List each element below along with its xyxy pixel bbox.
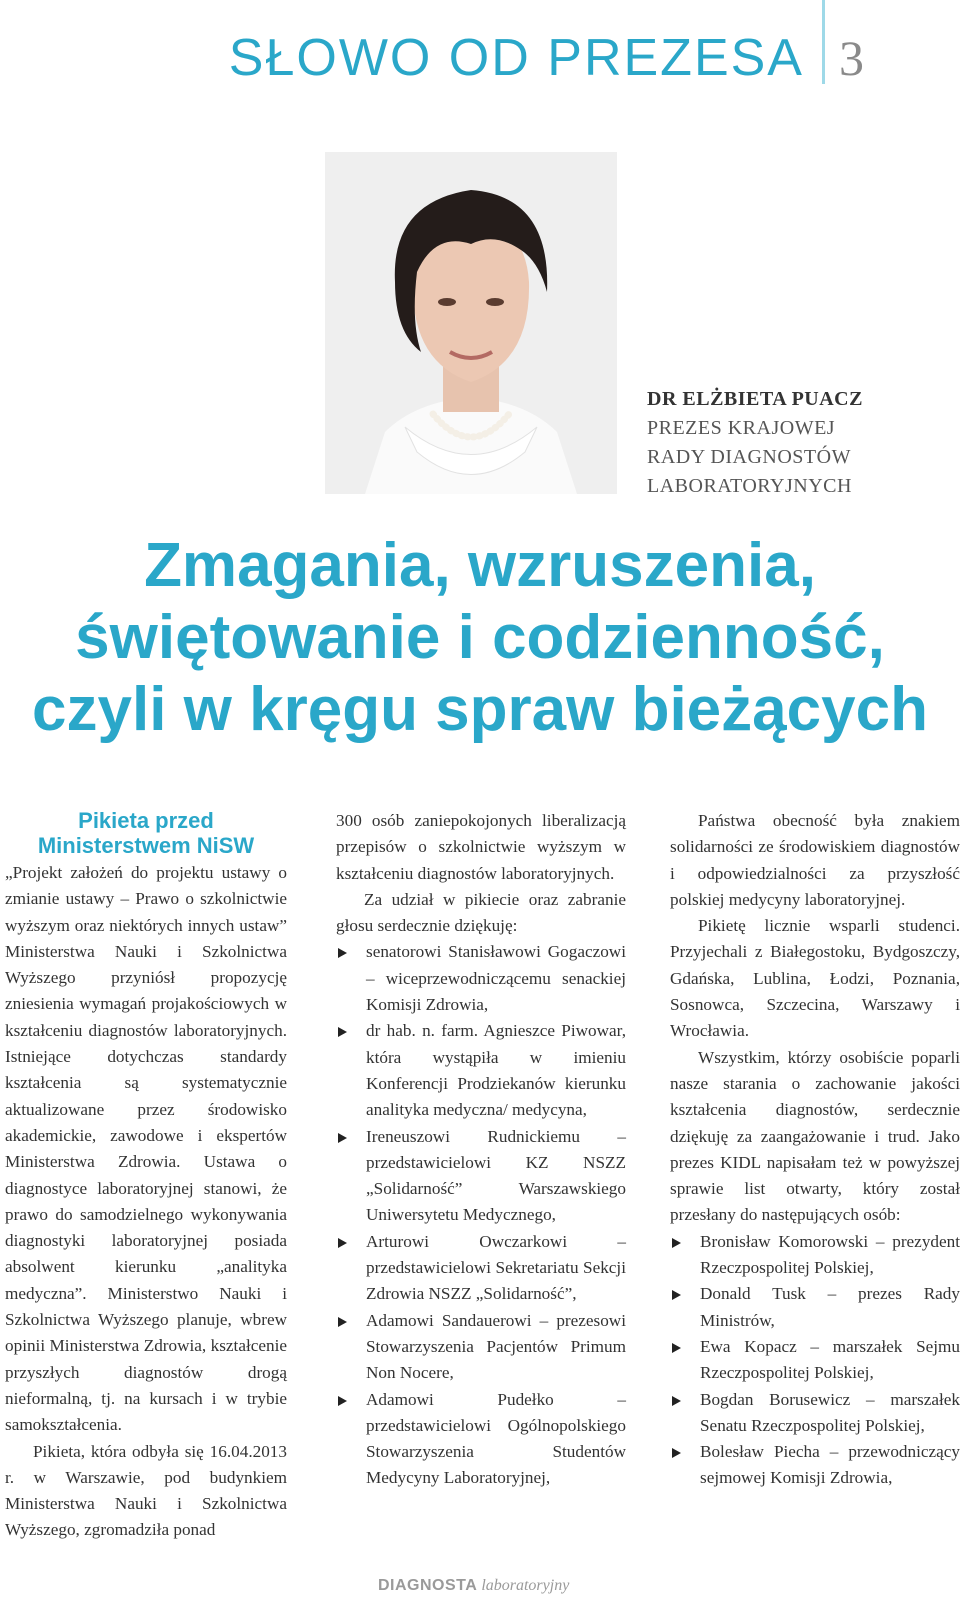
list-item-text: Bronisław Komorowski – prezydent Rzeczpospolitej Polskiej, [700, 1231, 960, 1278]
page-number: 3 [839, 30, 864, 86]
bullet-triangle-icon [672, 1396, 681, 1406]
bullet-triangle-icon [672, 1343, 681, 1353]
list-item-text: Adamowi Pudełko – przedstawicielowi Ogólnopolskiego Stowarzyszenia Studentów Medycyny Laboratoryjnej, [366, 1389, 626, 1488]
paragraph: Państwa obecność była znakiem solidarności ze środowiskiem diagnostów i odpowiedzialności za przyszłość polskiej medycyny laboratoryjnej. [670, 811, 960, 909]
list-item-text: senatorowi Stanisławowi Gogaczowi – wiceprzewodniczącemu senackiej Komisji Zdrowia, [366, 942, 626, 1015]
footer-brand: DIAGNOSTA [378, 1577, 478, 1594]
column-heading-line: Pikieta przed [78, 808, 214, 833]
list-item [336, 1124, 626, 1229]
list-item [670, 1387, 960, 1440]
bullet-triangle-icon [338, 1317, 347, 1327]
article-headline [0, 530, 960, 746]
paragraph: Pikieta, która odbyła się 16.04.2013 r. w Warszawie, pod budynkiem Ministerstwa Nauki i Szkolnictwa Wyższego, zgromadziła ponad [5, 1441, 287, 1540]
author-role-line: RADY DIAGNOSTÓW [647, 446, 851, 468]
list-item-text: Ireneuszowi Rudnickiemu – przedstawicielowi KZ NSZZ „Solidarność” Warszawskiego Uniwersytetu Medycznego, [366, 1126, 626, 1225]
column-heading [5, 808, 287, 858]
bullet-triangle-icon [672, 1448, 681, 1458]
list-item-text: Bogdan Borusewicz – marszałek Senatu Rzeczpospolitej Polskiej, [700, 1389, 960, 1435]
column-2 [336, 808, 626, 1492]
list-item [670, 1229, 960, 1282]
author-name: DR ELŻBIETA PUACZ [647, 388, 863, 410]
thanks-list [336, 939, 626, 1491]
list-item [336, 1308, 626, 1387]
headline-line: świętowanie i codzienność, [75, 603, 885, 672]
list-item-text: Ewa Kopacz – marszałek Sejmu Rzeczpospolitej Polskiej, [700, 1336, 960, 1383]
list-item [336, 939, 626, 1018]
list-item [336, 1229, 626, 1308]
section-title: SŁOWO OD PREZESA [228, 29, 804, 87]
column-heading-line: Ministerstwem NiSW [37, 833, 255, 858]
recipients-list [670, 1229, 960, 1492]
author-role-line: PREZES KRAJOWEJ [647, 417, 836, 439]
list-item-text: dr hab. n. farm. Agnieszce Piwowar, która wystąpiła w imieniu Konferencji Prodziekanów kierunku analityka medyczna/ medycyna, [366, 1021, 626, 1120]
list-item [336, 1018, 626, 1123]
column-1 [5, 808, 287, 1544]
bullet-triangle-icon [338, 1396, 347, 1406]
paragraph: Wszystkim, którzy osobiście poparli nasze starania o zachowanie jakości kształcenia diagnostów, serdecznie dziękuję za zaangażowanie i trud. Jako prezes KIDL napisałam też w powyższej sprawie list otwarty, który został przesłany do następujących osób: [670, 1047, 960, 1225]
page-header [229, 22, 864, 94]
bullet-triangle-icon [672, 1238, 681, 1248]
list-item-text: Bolesław Piecha – przewodniczący sejmowej Komisji Zdrowia, [700, 1442, 960, 1488]
list-item [670, 1281, 960, 1334]
author-role-line: LABORATORYJNYCH [647, 475, 852, 497]
column-3 [670, 808, 960, 1492]
list-item [336, 1387, 626, 1492]
list-item [670, 1334, 960, 1387]
paragraph: Pikietę licznie wsparli studenci. Przyjechali z Białegostoku, Bydgoszczy, Gdańska, Lublina, Łodzi, Poznania, Sosnowca, Szczecina, Warszawy i Wrocławia. [670, 916, 960, 1041]
paragraph: 300 osób zaniepokojonych liberalizacją przepisów o szkolnictwie wyższym w kształceniu diagnostów laboratoryjnych. [336, 811, 626, 883]
list-item-text: Adamowi Sandauerowi – prezesowi Stowarzyszenia Pacjentów Primum Non Nocere, [366, 1310, 626, 1383]
paragraph: Za udział w pikiecie oraz zabranie głosu serdecznie dziękuję: [336, 889, 626, 936]
paragraph: „Projekt założeń do projektu ustawy o zmianie ustawy – Prawo o szkolnictwie wyższym oraz niektórych innych ustaw” Ministerstwa Nauki i Szkolnictwa Wyższego przyniósł propozycję zniesienia wymagań projakościowych w kształceniu diagnostów laboratoryjnych. Istniejące dotychczas standardy kształcenia są systematycznie aktualizowane przez środowisko akademickie, zawodowe i ekspertów Ministerstwa Zdrowia. Ustawa o diagnostyce laboratoryjnej stanowi, że prawo do samodzielnego wykonywania diagnostyki laboratoryjnej posiada absolwent kierunku „analityka medyczna”. Ministerstwo Nauki i Szkolnictwa Wyższego planuje, wbrew opinii Ministerstwa Zdrowia, kształcenie przyszłych diagnostów drogą nieformalną, tj. na kursach i w trybie samokształcenia. [5, 863, 287, 1435]
list-item-text: Donald Tusk – prezes Rady Ministrów, [700, 1284, 960, 1330]
bullet-triangle-icon [338, 1027, 347, 1037]
headline-line: Zmagania, wzruszenia, [144, 531, 816, 600]
footer-subtitle: laboratoryjny [481, 1577, 570, 1594]
bullet-triangle-icon [338, 1133, 347, 1143]
author-info [647, 385, 863, 501]
list-item-text: Arturowi Owczarkowi – przedstawicielowi Sekretariatu Sekcji Zdrowia NSZZ „Solidarność”, [366, 1231, 626, 1304]
bullet-triangle-icon [338, 948, 347, 958]
bullet-triangle-icon [672, 1290, 681, 1300]
bullet-triangle-icon [338, 1238, 347, 1248]
list-item [670, 1439, 960, 1492]
headline-line: czyli w kręgu spraw bieżących [32, 675, 928, 744]
author-photo [325, 152, 617, 494]
page-footer [378, 1577, 569, 1595]
